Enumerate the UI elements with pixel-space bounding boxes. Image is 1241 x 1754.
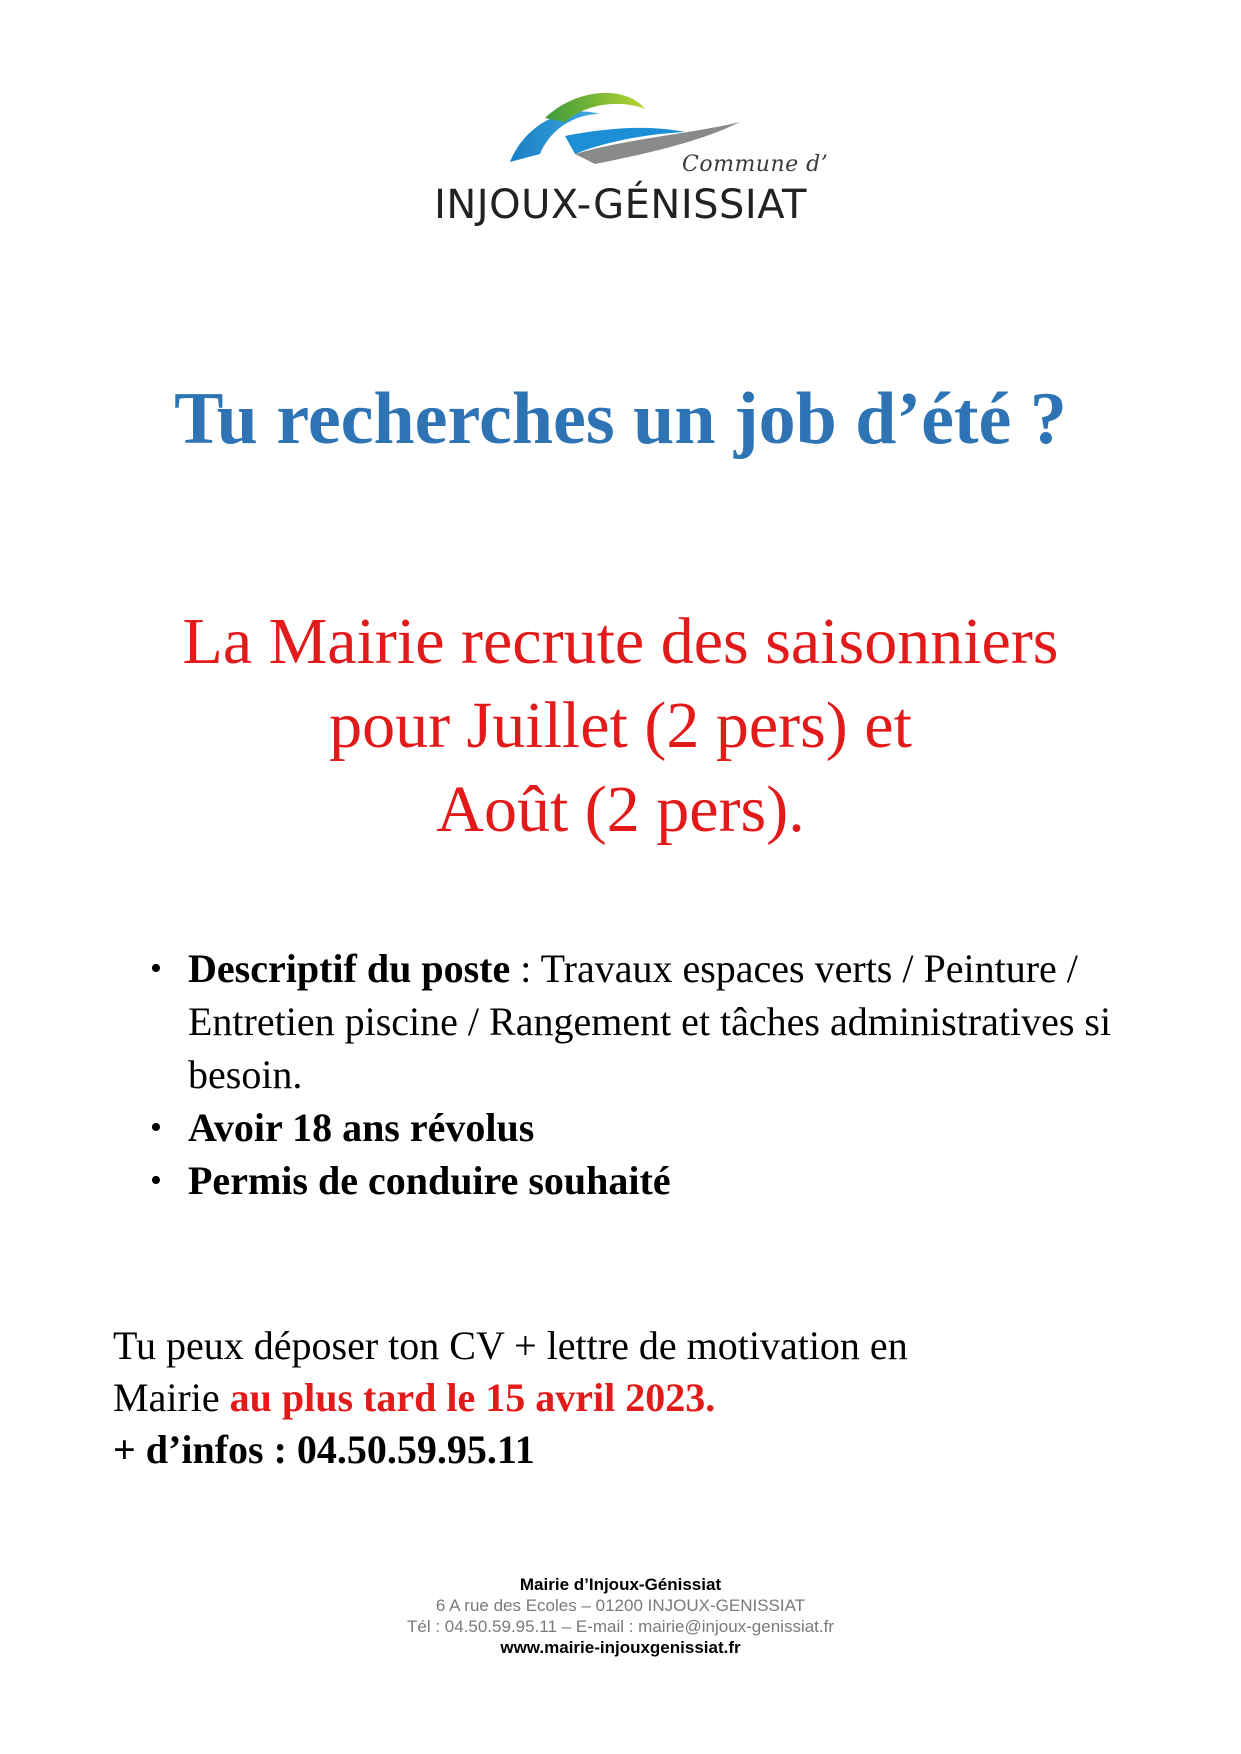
recruit-line-3: Août (2 pers). [436, 773, 805, 846]
footer-website: www.mairie-injouxgenissiat.fr [500, 1638, 741, 1657]
job-description-label: Descriptif du poste [188, 946, 511, 991]
footer-address: 6 A rue des Ecoles – 01200 INJOUX-GENISSIAT [435, 1596, 806, 1615]
footer-contact: Tél : 04.50.59.95.11 – E-mail : mairie@injoux-genissiat.fr [406, 1617, 835, 1636]
cta-line-2-start: Mairie [113, 1375, 230, 1420]
list-item [150, 942, 1130, 1101]
cta-line-2 [113, 1372, 1163, 1424]
bullet-icon: • [150, 950, 162, 987]
bullet-icon: • [150, 1109, 162, 1146]
list-item [150, 1154, 1130, 1207]
license-requirement: Permis de conduire souhaité [188, 1158, 671, 1203]
age-requirement: Avoir 18 ans révolus [188, 1105, 535, 1150]
application-info [113, 1320, 1163, 1476]
job-description-text: : Travaux espaces verts / Peinture / Entretien piscine / Rangement et tâches administratives si besoin. [188, 946, 1112, 1097]
headline: Tu recherches un job d’été ? [174, 378, 1067, 460]
recruitment-announcement [0, 600, 1241, 852]
footer-name: Mairie d’Injoux-Génissiat [519, 1575, 722, 1594]
logo-commune-name: INJOUX-GÉNISSIAT [434, 182, 807, 228]
recruit-line-2: pour Juillet (2 pers) et [329, 689, 912, 762]
deadline: au plus tard le 15 avril 2023. [229, 1375, 716, 1420]
list-item [150, 1101, 1130, 1154]
logo-commune-text: Commune d’ [682, 152, 829, 177]
bullet-icon: • [150, 1162, 162, 1199]
infos-phone: + d’infos : 04.50.59.95.11 [113, 1427, 535, 1472]
recruit-line-1: La Mairie recrute des saisonniers [182, 605, 1059, 678]
requirements-list [150, 942, 1130, 1207]
commune-logo [0, 0, 1241, 240]
cta-line-1: Tu peux déposer ton CV + lettre de motivation en [113, 1323, 908, 1368]
footer [0, 1574, 1241, 1658]
